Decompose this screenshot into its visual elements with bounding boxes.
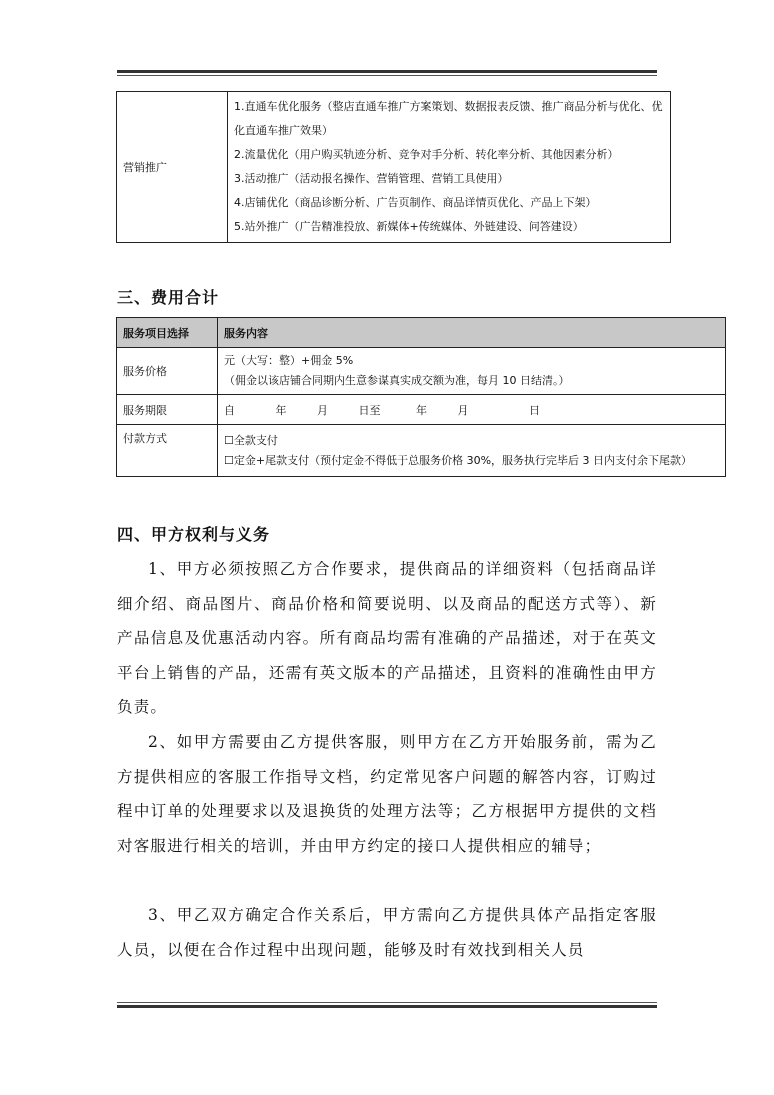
period-part: 日 — [529, 403, 540, 417]
marketing-item: 1.直通车优化服务（整店直通车推广方案策划、数据报表反馈、推广商品分析与优化、优化直通车推广效果） — [234, 100, 663, 137]
payment-option-full: ☐全款支付 — [224, 433, 278, 447]
period-part: 日至 — [358, 403, 381, 417]
period-part: 自 — [224, 403, 235, 417]
marketing-item: 4.店铺优化（商品诊断分析、广告页制作、商品详情页优化、产品上下架） — [234, 196, 597, 209]
price-line2: （佣金以该店铺合同期内生意参谋真实成交额为准，每月 10 日结清。） — [224, 374, 570, 387]
period-label: 服务期限 — [117, 395, 218, 425]
section4-paragraph-3: 3、甲乙双方确定合作关系后，甲方需向乙方提供具体产品指定客服人员，以便在合作过程中出现问题，能够及时有效找到相关人员 — [117, 906, 657, 959]
period-content — [218, 395, 726, 425]
fee-header-col1: 服务项目选择 — [117, 318, 218, 348]
payment-option-deposit: ☐定金+尾款支付（预付定金不得低于总服务价格 30%，服务执行完毕后 3 日内支付余下尾款） — [224, 453, 693, 467]
marketing-item: 3.活动推广（活动报名操作、营销管理、营销工具使用） — [234, 172, 509, 185]
marketing-item: 5.站外推广（广告精准投放、新媒体+传统媒体、外链建设、问答建设） — [234, 220, 584, 233]
payment-label: 付款方式 — [117, 425, 218, 477]
marketing-table — [116, 91, 671, 243]
marketing-item: 2.流量优化（用户购买轨迹分析、竞争对手分析、转化率分析、其他因素分析） — [234, 148, 619, 161]
footer-rule — [117, 1002, 657, 1008]
section4-paragraph-1: 1、甲方必须按照乙方合作要求，提供商品的详细资料（包括商品详细介绍、商品图片、商品价格和简要说明、以及商品的配送方式等）、新产品信息及优惠活动内容。所有商品均需有准确的产品描述，对于在英文平台上销售的产品，还需有英文版本的产品描述，且资料的准确性由甲方负责。 — [117, 560, 657, 716]
marketing-label: 营销推广 — [117, 92, 228, 243]
fee-header-col2: 服务内容 — [218, 318, 726, 348]
section4-title: 四、甲方权利与义务 — [117, 525, 271, 544]
marketing-items — [228, 92, 671, 243]
section3-title: 三、费用合计 — [117, 288, 220, 307]
fee-table — [116, 317, 726, 477]
price-content — [218, 348, 726, 395]
period-part: 月 — [317, 403, 328, 417]
period-part: 年 — [275, 403, 287, 417]
section4-paragraph-2: 2、如甲方需要由乙方提供客服，则甲方在乙方开始服务前，需为乙方提供相应的客服工作指导文档，约定常见客户问题的解答内容，订购过程中订单的处理要求以及退换货的处理方法等；乙方根据甲方提供的文档对客服进行相关的培训，并由甲方约定的接口人提供相应的辅导； — [117, 733, 657, 855]
period-part: 月 — [457, 403, 469, 417]
period-part: 年 — [416, 403, 427, 417]
payment-content — [218, 425, 726, 477]
price-line1: 元（大写：整）+佣金 5% — [224, 354, 354, 367]
header-rule — [117, 70, 657, 76]
price-label: 服务价格 — [117, 348, 218, 395]
